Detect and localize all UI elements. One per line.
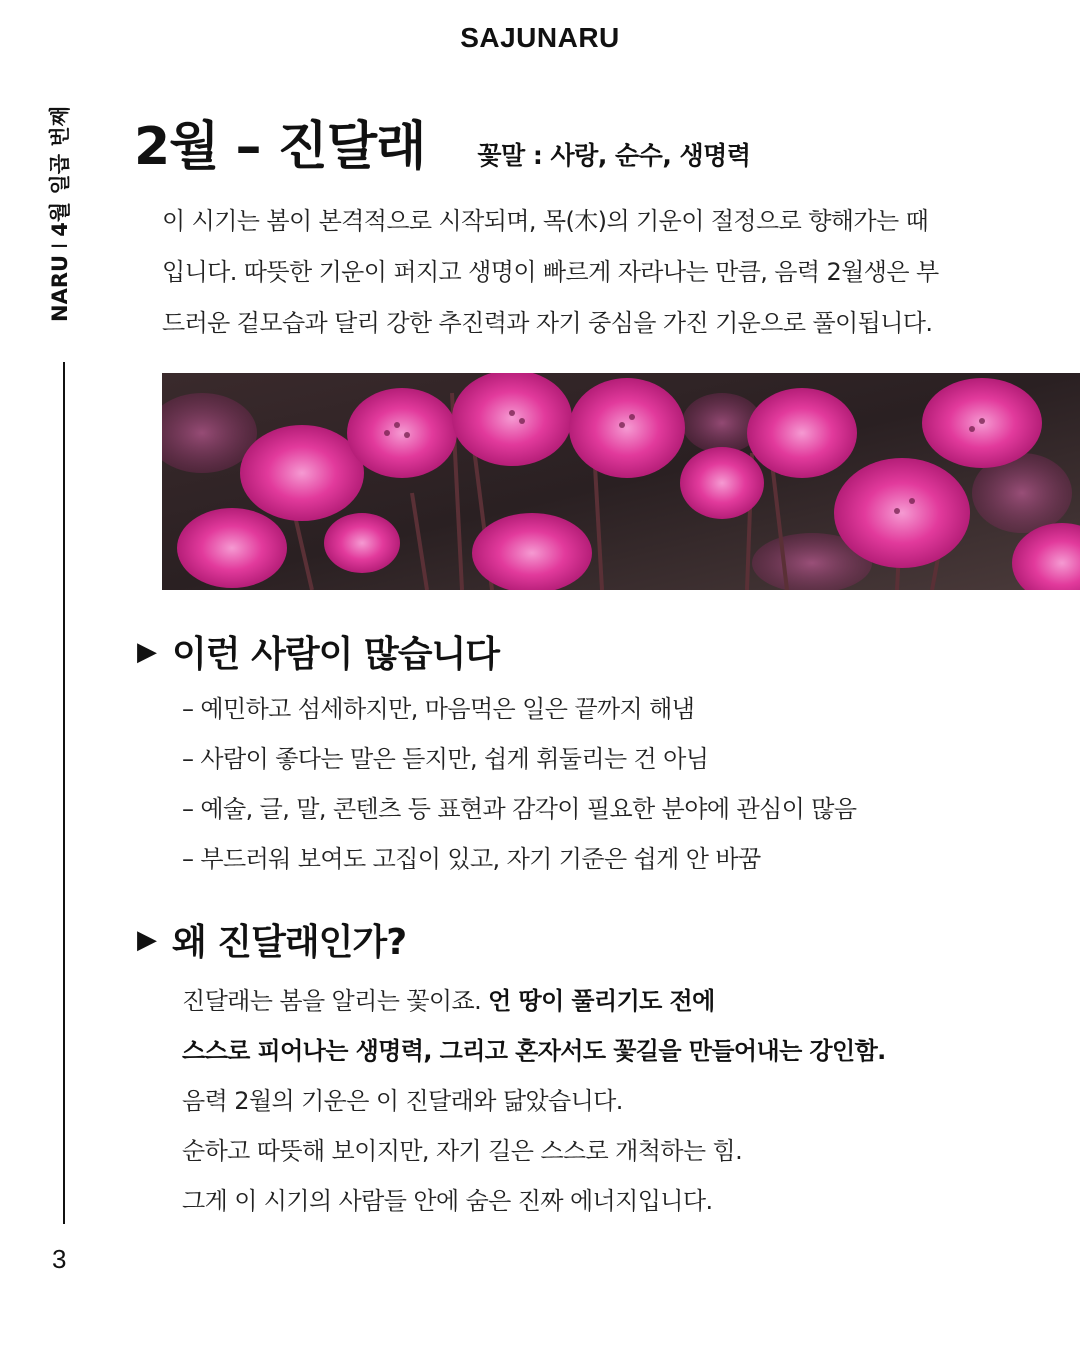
section-heading-text: 왜 진달래인가?: [172, 922, 407, 963]
triangle-bullet-icon: ▶: [137, 924, 156, 955]
intro-line: 드러운 겉모습과 달리 강한 추진력과 자기 중심을 가진 기운으로 풀이됩니다.: [162, 309, 933, 337]
list-item: – 사람이 좋다는 말은 듣지만, 쉽게 휘둘리는 건 아님: [182, 745, 709, 773]
why-line: 음력 2월의 기운은 이 진달래와 닮았습니다.: [182, 1087, 623, 1115]
azalea-photo: [162, 373, 1080, 590]
side-issue: 4월 일곱 번째: [48, 106, 72, 237]
list-item: – 부드러워 보여도 고집이 있고, 자기 기준은 쉽게 안 바꿈: [182, 845, 761, 873]
why-line: 그게 이 시기의 사람들 안에 숨은 진짜 에너지입니다.: [182, 1187, 713, 1215]
intro-line: 입니다. 따뜻한 기운이 퍼지고 생명이 빠르게 자라나는 만큼, 음력 2월생은 부: [162, 258, 939, 286]
why-line-bold: 언 땅이 풀리기도 전에: [488, 987, 715, 1015]
brand-title: SAJUNARU: [460, 22, 620, 53]
triangle-bullet-icon: ▶: [137, 636, 156, 667]
section-heading-text: 이런 사람이 많습니다: [172, 634, 500, 675]
flower-language: 꽃말 : 사랑, 순수, 생명력: [477, 141, 751, 170]
why-line: [182, 976, 1042, 1026]
intro-paragraph: [162, 196, 992, 349]
page-number: 3: [52, 1244, 67, 1274]
title-row: [134, 104, 751, 179]
why-line-plain: 진달래는 봄을 알리는 꽃이죠.: [182, 987, 489, 1015]
why-line-bold: 스스로 피어나는 생명력, 그리고 혼자서도 꽃길을 만들어내는 강인함.: [182, 1037, 886, 1065]
section-why-heading: [137, 914, 406, 965]
traits-list: [182, 684, 1042, 884]
side-separator: I: [48, 242, 72, 249]
side-issue-label: [44, 106, 74, 322]
section-people-heading: [137, 626, 499, 677]
why-line: [182, 1026, 1042, 1076]
list-item: – 예민하고 섬세하지만, 마음먹은 일은 끝까지 해냄: [182, 695, 695, 723]
why-line: 순하고 따뜻해 보이지만, 자기 길은 스스로 개척하는 힘.: [182, 1137, 743, 1165]
side-brand: NARU: [48, 254, 72, 322]
intro-line: 이 시기는 봄이 본격적으로 시작되며, 목(木)의 기운이 절정으로 향해가는 때: [162, 207, 929, 235]
page-title: 2월 – 진달래: [134, 117, 426, 177]
why-paragraph: [182, 976, 1042, 1226]
list-item: – 예술, 글, 말, 콘텐츠 등 표현과 감각이 필요한 분야에 관심이 많음: [182, 795, 857, 823]
side-divider: [63, 362, 65, 1224]
